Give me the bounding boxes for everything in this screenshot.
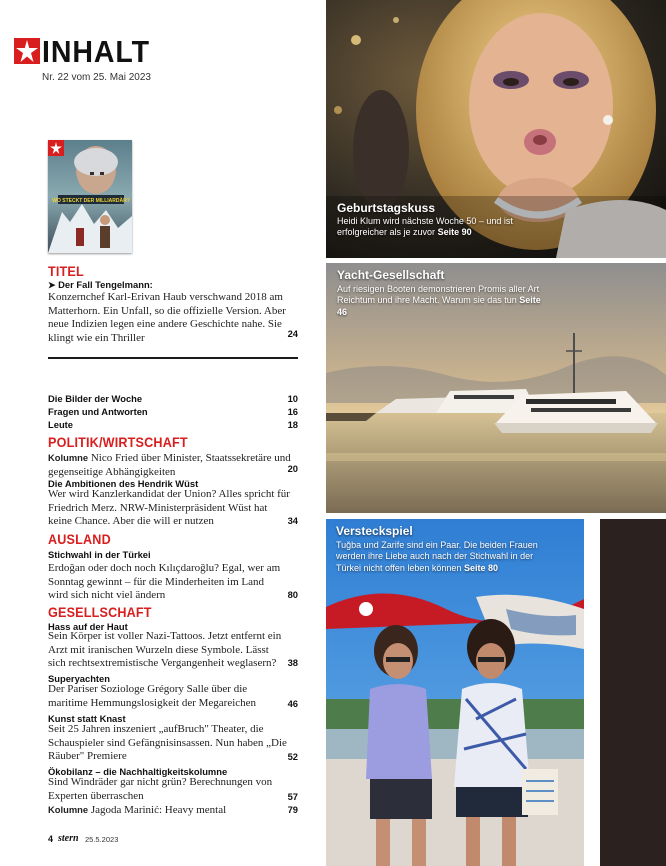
- photo-geburtstagskuss-caption-text: Heidi Klum wird nächste Woche 50 – und ist erfolgreicher als je zuvor: [337, 216, 513, 238]
- gesellschaft-hass-heading[interactable]: Hass auf der Haut: [48, 621, 128, 632]
- arrow-pointer-icon: ➤: [48, 280, 56, 290]
- section-divider: [48, 357, 298, 359]
- regular-item-leute[interactable]: Leute: [48, 419, 74, 430]
- politik-column-text: Nico Fried über Minister, Staatssekretäre und gegenseitige Abhängigkeiten: [48, 452, 291, 478]
- gesellschaft-yachten-heading[interactable]: Superyachten: [48, 673, 110, 684]
- politik-wuest-page[interactable]: 34: [287, 515, 298, 526]
- gesellschaft-hass-text: Sein Körper ist voller Nazi-Tattoos. Jetzt entfernt ein Arzt mit iranischen Wurzeln diese Symbole. Lässt sich rechtsextremistische Vergangenheit weglasern?: [48, 630, 282, 670]
- gesellschaft-oeko-text: Sind Windräder gar nicht grün? Berechnungen von Experten überraschen: [48, 776, 273, 802]
- ausland-text: Erdoğan oder doch noch Kılıçdaroğlu? Egal, wer am Sonntag gewinnt – für die Minderheiten im Land wird sich nicht viel ändern: [48, 562, 281, 602]
- contents-column: [0, 0, 320, 866]
- gesellschaft-yachten-page[interactable]: 46: [287, 698, 298, 709]
- photo-yacht-caption-text: Auf riesigen Booten demonstrieren Promis aller Art Reichtum und ihre Macht. Warum sie das tun: [337, 284, 540, 306]
- politik-column-page[interactable]: 20: [287, 463, 298, 474]
- section-kicker-politik: POLITIK/WIRTSCHAFT: [48, 434, 188, 450]
- gesellschaft-hass-page[interactable]: 38: [287, 657, 298, 668]
- gesellschaft-yachten-text: Der Pariser Soziologe Grégory Salle über die maritime Hemmungslosigkeit der Megareichen: [48, 683, 257, 709]
- regular-item-fragen[interactable]: Fragen und Antworten: [48, 406, 148, 417]
- photo-geburtstagskuss-title: Geburtstagskuss: [337, 201, 436, 215]
- ausland-page[interactable]: 80: [287, 589, 298, 600]
- gesellschaft-kolumne-page[interactable]: 79: [287, 804, 298, 815]
- regular-item-bilder[interactable]: Die Bilder der Woche: [48, 393, 143, 404]
- cover-headline: WO STECKT DER MILLIARDÄR?: [52, 198, 130, 204]
- photo-geburtstagskuss[interactable]: [326, 0, 666, 258]
- gesellschaft-kolumne-text: Jagoda Marinić: Heavy mental: [90, 804, 227, 816]
- stern-star-icon: [14, 38, 40, 64]
- issue-date: Nr. 22 vom 25. Mai 2023: [42, 72, 151, 83]
- photo-versteckspiel-caption-text: Tuğba und Zarife sind ein Paar. Die beiden Frauen werden ihre Liebe auch nach der Stichwahl in der Türkei nicht offen leben können: [336, 540, 538, 573]
- ausland-heading[interactable]: Stichwahl in der Türkei: [48, 549, 151, 560]
- cover-story-heading-text: Der Fall Tengelmann:: [58, 279, 153, 290]
- section-kicker-titel: TITEL: [48, 263, 84, 279]
- footer-magazine: stern: [58, 833, 79, 844]
- footer-date: 25.5.2023: [85, 835, 119, 844]
- magazine-cover[interactable]: [48, 140, 132, 253]
- politik-column-item[interactable]: [48, 451, 293, 479]
- section-kicker-ausland: AUSLAND: [48, 531, 111, 547]
- column-lead: Kolumne: [48, 452, 89, 463]
- photo-yacht-gesellschaft[interactable]: [326, 263, 666, 513]
- photo-yacht-caption: [337, 284, 542, 318]
- section-kicker-gesellschaft: GESELLSCHAFT: [48, 604, 152, 620]
- cover-story-heading[interactable]: [48, 279, 153, 291]
- photo-versteckspiel[interactable]: [326, 519, 584, 866]
- page-title: INHALT: [42, 34, 150, 69]
- politik-wuest-text: Wer wird Kanzlerkandidat der Union? Alles spricht für Friedrich Merz. NRW-Ministerpräsident Wüst hat keine Chance. Aber die will er nutzen: [48, 488, 290, 528]
- page-number: 4: [48, 834, 54, 844]
- politik-wuest-heading[interactable]: Die Ambitionen des Hendrik Wüst: [48, 478, 199, 489]
- regular-item-fragen-page[interactable]: 16: [287, 406, 298, 417]
- photo-yacht-page[interactable]: Seite 46: [337, 295, 541, 317]
- photo-versteckspiel-page[interactable]: Seite 80: [463, 562, 498, 573]
- gesellschaft-oeko-page[interactable]: 57: [287, 791, 298, 802]
- photo-geburtstagskuss-caption: [337, 216, 517, 239]
- photo-versteckspiel-title: Versteckspiel: [336, 524, 413, 538]
- column-lead: Kolumne: [48, 804, 89, 815]
- regular-item-leute-page[interactable]: 18: [287, 419, 298, 430]
- regular-item-bilder-page[interactable]: 10: [287, 393, 298, 404]
- gesellschaft-oeko-heading[interactable]: Ökobilanz – die Nachhaltigkeitskolumne: [48, 766, 228, 777]
- gesellschaft-kolumne-item[interactable]: [48, 803, 293, 818]
- cover-story-page[interactable]: 24: [287, 328, 298, 339]
- photo-geburtstagskuss-page[interactable]: Seite 90: [437, 227, 472, 238]
- adjacent-page-edge: [600, 519, 666, 866]
- gesellschaft-kunst-text: Seit 25 Jahren inszeniert „aufBruch" Theater, die Schauspieler sind Gefängnisinsassen. Nun haben „Die Räuber" Premiere: [48, 723, 287, 763]
- cover-story-text: Konzernchef Karl-Erivan Haub verschwand 2018 am Matterhorn. Ein Unfall, so die offizielle Version. Aber neue Indizien legen eine andere Geschichte nahe. Sie klingt wie ein Thriller: [48, 291, 286, 344]
- photo-yacht-title: Yacht-Gesellschaft: [337, 268, 445, 282]
- photo-versteckspiel-caption: [336, 540, 551, 574]
- gesellschaft-kunst-heading[interactable]: Kunst statt Knast: [48, 713, 126, 724]
- gesellschaft-kunst-page[interactable]: 52: [287, 751, 298, 762]
